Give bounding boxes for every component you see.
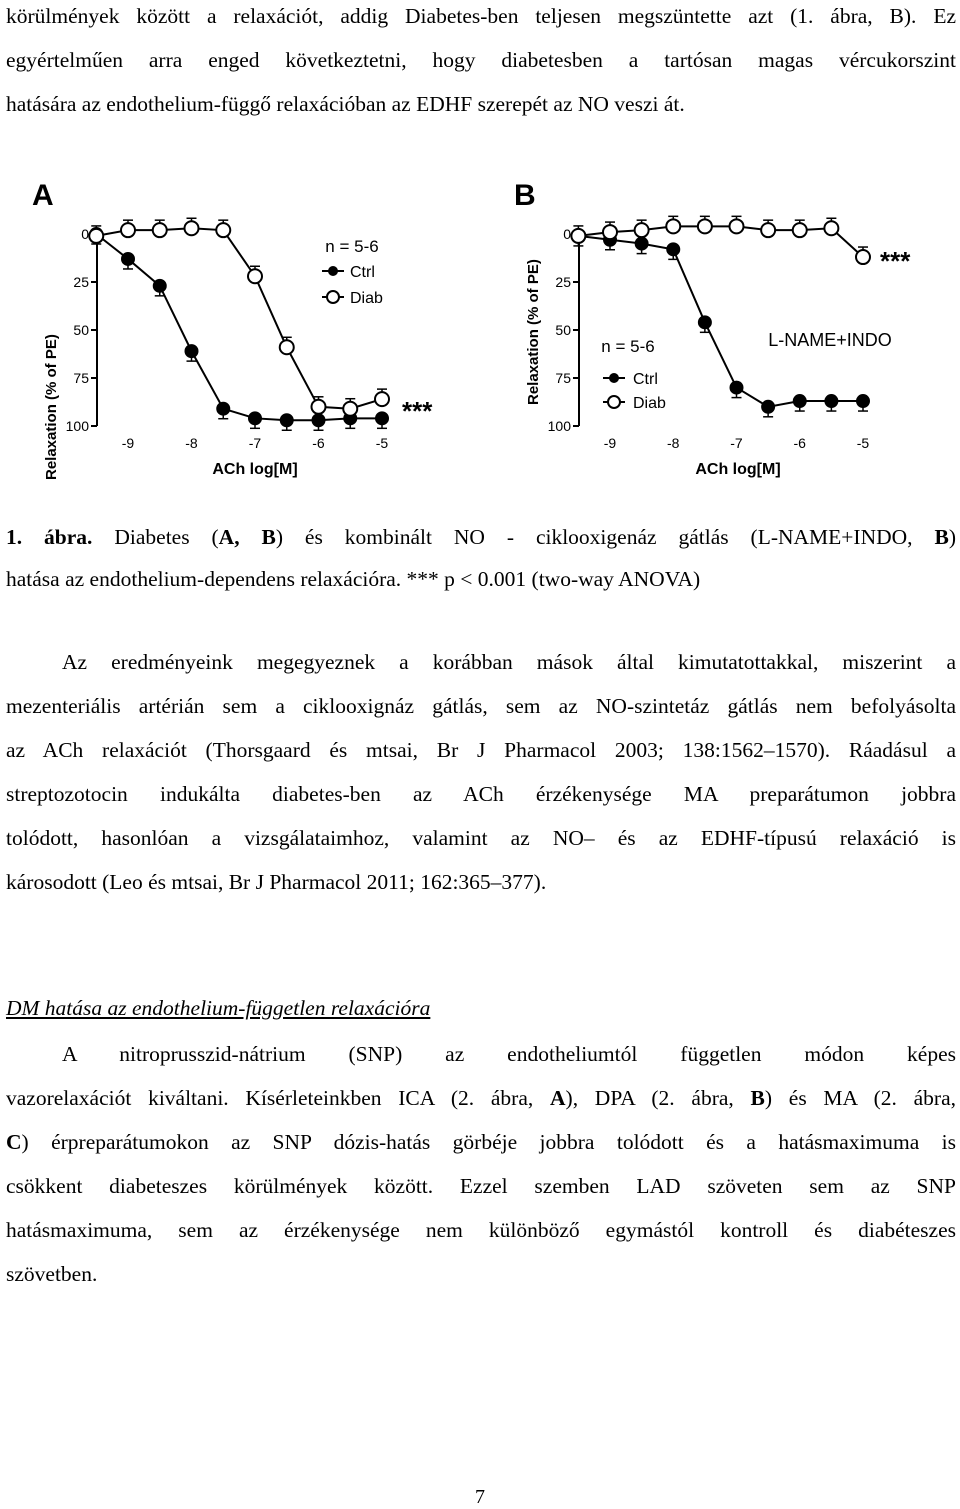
caption-line-2: hatása az endothelium-dependens relaxációra. *** p < 0.001 (two-way ANOVA) <box>6 567 701 591</box>
y-tick-label: 75 <box>73 370 89 386</box>
text-run: vazorelaxációt kiváltani. Kísérleteinkben ICA (2. ábra, A), DPA (2. ábra, B) és MA (2. ábra, <box>6 1086 957 1110</box>
body-paragraph <box>6 1032 956 1296</box>
text-line: C) érpreparátumokon az SNP dózis-hatás görbéje jobbra tolódott és a hatásmaximuma is <box>6 1130 956 1154</box>
data-point-ctrl <box>281 414 293 426</box>
caption-text: Diabetes ( <box>92 525 219 549</box>
data-point-ctrl <box>186 345 198 357</box>
legend-diab-marker <box>327 291 339 303</box>
x-tick-label: -9 <box>603 435 617 451</box>
y-axis-label: Relaxation (% of PE) <box>43 334 60 480</box>
legend <box>322 264 383 307</box>
text-line: károsodott (Leo és mtsai, Br J Pharmacol 2011; 162:365–377). <box>6 870 547 894</box>
data-point-diab <box>153 223 167 237</box>
text-line: Az eredményeink megegyeznek a korábban mások által kimutatottakkal, miszerint a <box>62 650 956 674</box>
y-tick-label: 0 <box>563 226 571 242</box>
text-line: az ACh relaxációt (Thorsgaard és mtsai, Br J Pharmacol 2003; 138:1562–1570). Ráadásul a <box>6 738 956 762</box>
data-point-diab <box>730 219 744 233</box>
x-tick-label: -8 <box>667 435 680 451</box>
page-number: 7 <box>475 1486 485 1508</box>
data-point-diab <box>666 219 680 233</box>
data-point-diab <box>698 219 712 233</box>
data-point-diab <box>89 229 103 243</box>
data-point-diab <box>185 221 199 235</box>
data-point-diab <box>343 402 357 416</box>
legend-ctrl-label: Ctrl <box>350 264 375 281</box>
x-tick-label: -7 <box>730 435 743 451</box>
data-point-ctrl <box>794 395 806 407</box>
n-label: n = 5-6 <box>325 237 379 256</box>
x-tick-label: -6 <box>312 435 325 451</box>
significance-stars: *** <box>880 246 911 276</box>
top-paragraph <box>6 0 956 126</box>
x-tick-label: -8 <box>185 435 198 451</box>
x-axis-label: ACh log[M] <box>695 461 781 478</box>
data-point-diab <box>375 392 389 406</box>
text-line: tolódott, hasonlóan a vizsgálataimhoz, valamint az NO– és az EDHF-típusú relaxáció is <box>6 826 956 850</box>
caption-text: ) és kombinált NO - ciklooxigenáz gátlás (L-NAME+INDO, <box>275 525 935 549</box>
data-point-diab <box>761 223 775 237</box>
series-line-ctrl <box>578 236 863 407</box>
data-point-diab <box>280 340 294 354</box>
data-point-diab <box>824 221 838 235</box>
legend <box>603 371 666 412</box>
x-tick-label: -7 <box>248 435 262 451</box>
significance-stars: *** <box>402 396 433 426</box>
x-tick-label: -5 <box>375 435 389 451</box>
legend-diab-marker <box>608 396 620 408</box>
condition-label: L-NAME+INDO <box>768 330 892 350</box>
text-line <box>6 1076 956 1120</box>
figure-caption <box>6 516 956 600</box>
data-point-diab <box>312 400 326 414</box>
caption-bold: B <box>934 525 949 549</box>
y-tick-label: 25 <box>73 274 89 290</box>
data-point-diab <box>793 223 807 237</box>
section-heading: DM hatása az endothelium-független relaxációra <box>6 996 431 1020</box>
legend-ctrl-marker <box>328 266 338 276</box>
text-line: csökkent diabeteszes körülmények között. Ezzel szemben LAD szöveten sem az SNP <box>6 1174 956 1198</box>
data-point-diab <box>248 269 262 283</box>
data-point-ctrl <box>762 401 774 413</box>
legend-ctrl-marker <box>609 373 619 383</box>
text-line: hatására az endothelium-függő relaxációban az EDHF szerepét az NO veszi át. <box>6 92 685 116</box>
panel-a-label: A <box>32 179 54 212</box>
legend-ctrl-label: Ctrl <box>633 371 658 388</box>
data-point-ctrl <box>636 238 648 250</box>
y-tick-label: 75 <box>555 370 571 386</box>
legend-diab-label: Diab <box>350 290 383 307</box>
data-point-ctrl <box>154 280 166 292</box>
data-point-diab <box>121 223 135 237</box>
y-tick-label: 50 <box>555 322 571 338</box>
data-point-ctrl <box>249 412 261 424</box>
text-line: egyértelműen arra enged következtetni, hogy diabetesben a tartósan magas vércukorszint <box>6 48 956 72</box>
data-point-ctrl <box>217 403 229 415</box>
data-point-ctrl <box>376 412 388 424</box>
data-point-ctrl <box>731 382 743 394</box>
data-point-ctrl <box>667 243 679 255</box>
figure-1 <box>0 170 960 490</box>
caption-text: ) <box>948 525 956 549</box>
y-tick-label: 100 <box>65 418 89 434</box>
caption-label: 1. ábra. <box>6 525 93 549</box>
text-line: mezenteriális artérián sem a ciklooxignáz gátlás, sem az NO-szintetáz gátlás nem befolyásolta <box>6 694 956 718</box>
data-point-ctrl <box>313 414 325 426</box>
caption-bold: A, B <box>218 525 276 549</box>
data-point-diab <box>603 225 617 239</box>
data-point-diab <box>216 223 230 237</box>
x-axis-label: ACh log[M] <box>212 461 298 478</box>
text-line: szövetben. <box>6 1262 98 1286</box>
body-paragraph <box>6 640 956 904</box>
series-line-ctrl <box>96 234 382 420</box>
y-tick-label: 50 <box>73 322 89 338</box>
figure-svg <box>0 170 960 490</box>
x-tick-label: -9 <box>121 435 135 451</box>
x-tick-label: -6 <box>793 435 806 451</box>
panel-a <box>32 179 433 480</box>
text-line: streptozotocin indukálta diabetes-ben az ACh érzékenysége MA preparátumon jobbra <box>6 782 956 806</box>
panel-b <box>514 179 911 478</box>
text-line: hatásmaximuma, sem az érzékenysége nem különböző egymástól kontroll és diabéteszes <box>6 1218 956 1242</box>
text-line: körülmények között a relaxációt, addig Diabetes-ben teljesen megszüntette azt (1. ábra, B). Ez <box>6 4 956 28</box>
legend-diab-label: Diab <box>633 395 666 412</box>
text-line: A nitroprusszid-nátrium (SNP) az endotheliumtól független módon képes <box>62 1042 956 1066</box>
data-point-ctrl <box>825 395 837 407</box>
data-point-diab <box>571 229 585 243</box>
data-point-diab <box>635 223 649 237</box>
y-axis-label: Relaxation (% of PE) <box>525 259 542 405</box>
data-point-ctrl <box>857 395 869 407</box>
x-tick-label: -5 <box>856 435 870 451</box>
data-point-ctrl <box>122 253 134 265</box>
y-tick-label: 0 <box>81 226 89 242</box>
panel-b-label: B <box>514 179 536 212</box>
data-point-diab <box>856 250 870 264</box>
y-tick-label: 100 <box>547 418 571 434</box>
n-label: n = 5-6 <box>601 337 655 356</box>
data-point-ctrl <box>699 316 711 328</box>
y-tick-label: 25 <box>555 274 571 290</box>
